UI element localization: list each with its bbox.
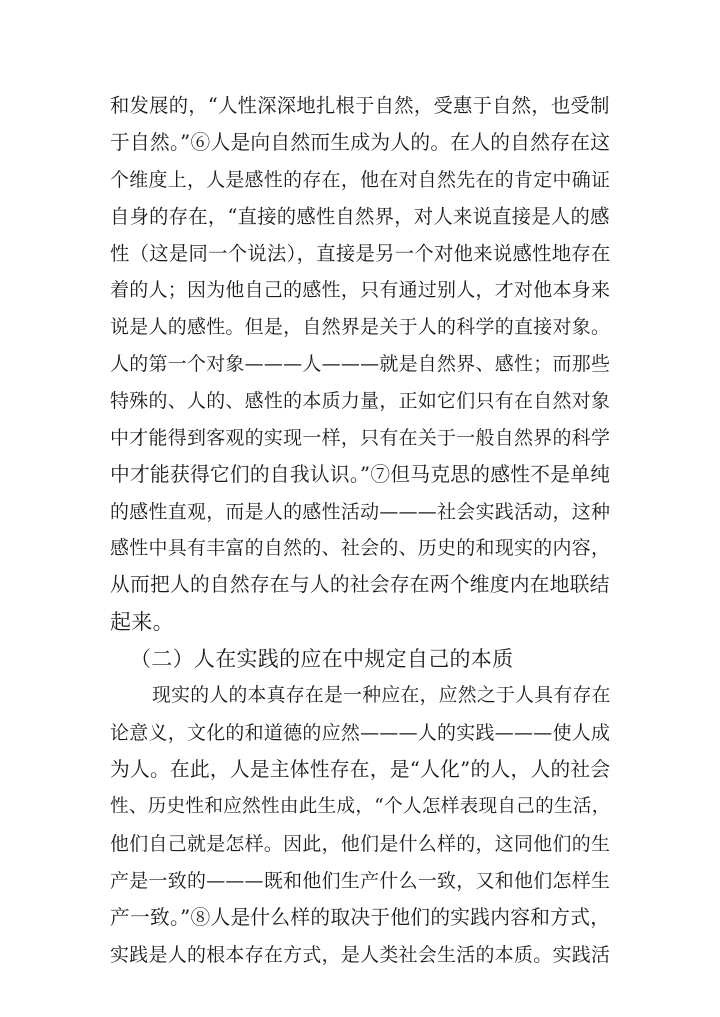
text-line: 性、历史性和应然性由此生成，“个人怎样表现自己的生活， (110, 796, 611, 817)
text-line: 特殊的、人的、感性的本质力量，正如它们只有在自然对象 (110, 390, 611, 412)
text-line: 于自然。”⑥人是向自然而生成为人的。在人的自然存在这 (110, 131, 611, 154)
text-line: 实践是人的根本存在方式，是人类社会生活的本质。实践活 (110, 944, 611, 966)
text-line: 人的第一个对象———人———就是自然界、感性；而那些 (110, 353, 611, 375)
text-line: 论意义，文化的和道德的应然———人的实践———使人成 (110, 722, 611, 744)
text-line: 中才能得到客观的实现一样，只有在关于一般自然界的科学 (110, 427, 611, 449)
text-line: 个维度上，人是感性的存在，他在对自然先在的肯定中确证 (110, 169, 611, 191)
text-line: 性（这是同一个说法），直接是另一个对他来说感性地存在 (110, 242, 611, 265)
text-line: 产是一致的———既和他们生产什么一致，又和他们怎样生 (110, 870, 611, 892)
text-line: 起来。 (110, 610, 174, 634)
text-line: 和发展的，“人性深深地扎根于自然，受惠于自然，也受制 (110, 94, 610, 117)
text-line: 他们自己就是怎样。因此，他们是什么样的，这同他们的生 (110, 833, 611, 855)
text-line: 自身的存在，“直接的感性自然界，对人来说直接是人的感 (110, 205, 610, 228)
section-heading: （二）人在实践的应在中规定自己的本质 (130, 647, 514, 671)
text-line: 着的人；因为他自己的感性，只有通过别人，才对他本身来 (110, 279, 611, 301)
text-line: 现实的人的本真存在是一种应在，应然之于人具有存在 (152, 685, 611, 706)
text-line: 中才能获得它们的自我认识。”⑦但马克思的感性不是单纯 (110, 463, 611, 486)
text-line: 为人。在此，人是主体性存在，是“人化”的人，人的社会 (110, 758, 611, 781)
text-line: 产一致。”⑧人是什么样的取决于他们的实践内容和方式， (110, 906, 611, 929)
text-line: 的感性直观，而是人的感性活动———社会实践活动，这种 (110, 501, 611, 523)
text-line: 感性中具有丰富的自然的、社会的、历史的和现实的内容， (110, 537, 611, 559)
text-line: 说是人的感性。但是，自然界是关于人的科学的直接对象。 (110, 316, 611, 338)
text-line: 从而把人的自然存在与人的社会存在两个维度内在地联结 (110, 573, 610, 596)
